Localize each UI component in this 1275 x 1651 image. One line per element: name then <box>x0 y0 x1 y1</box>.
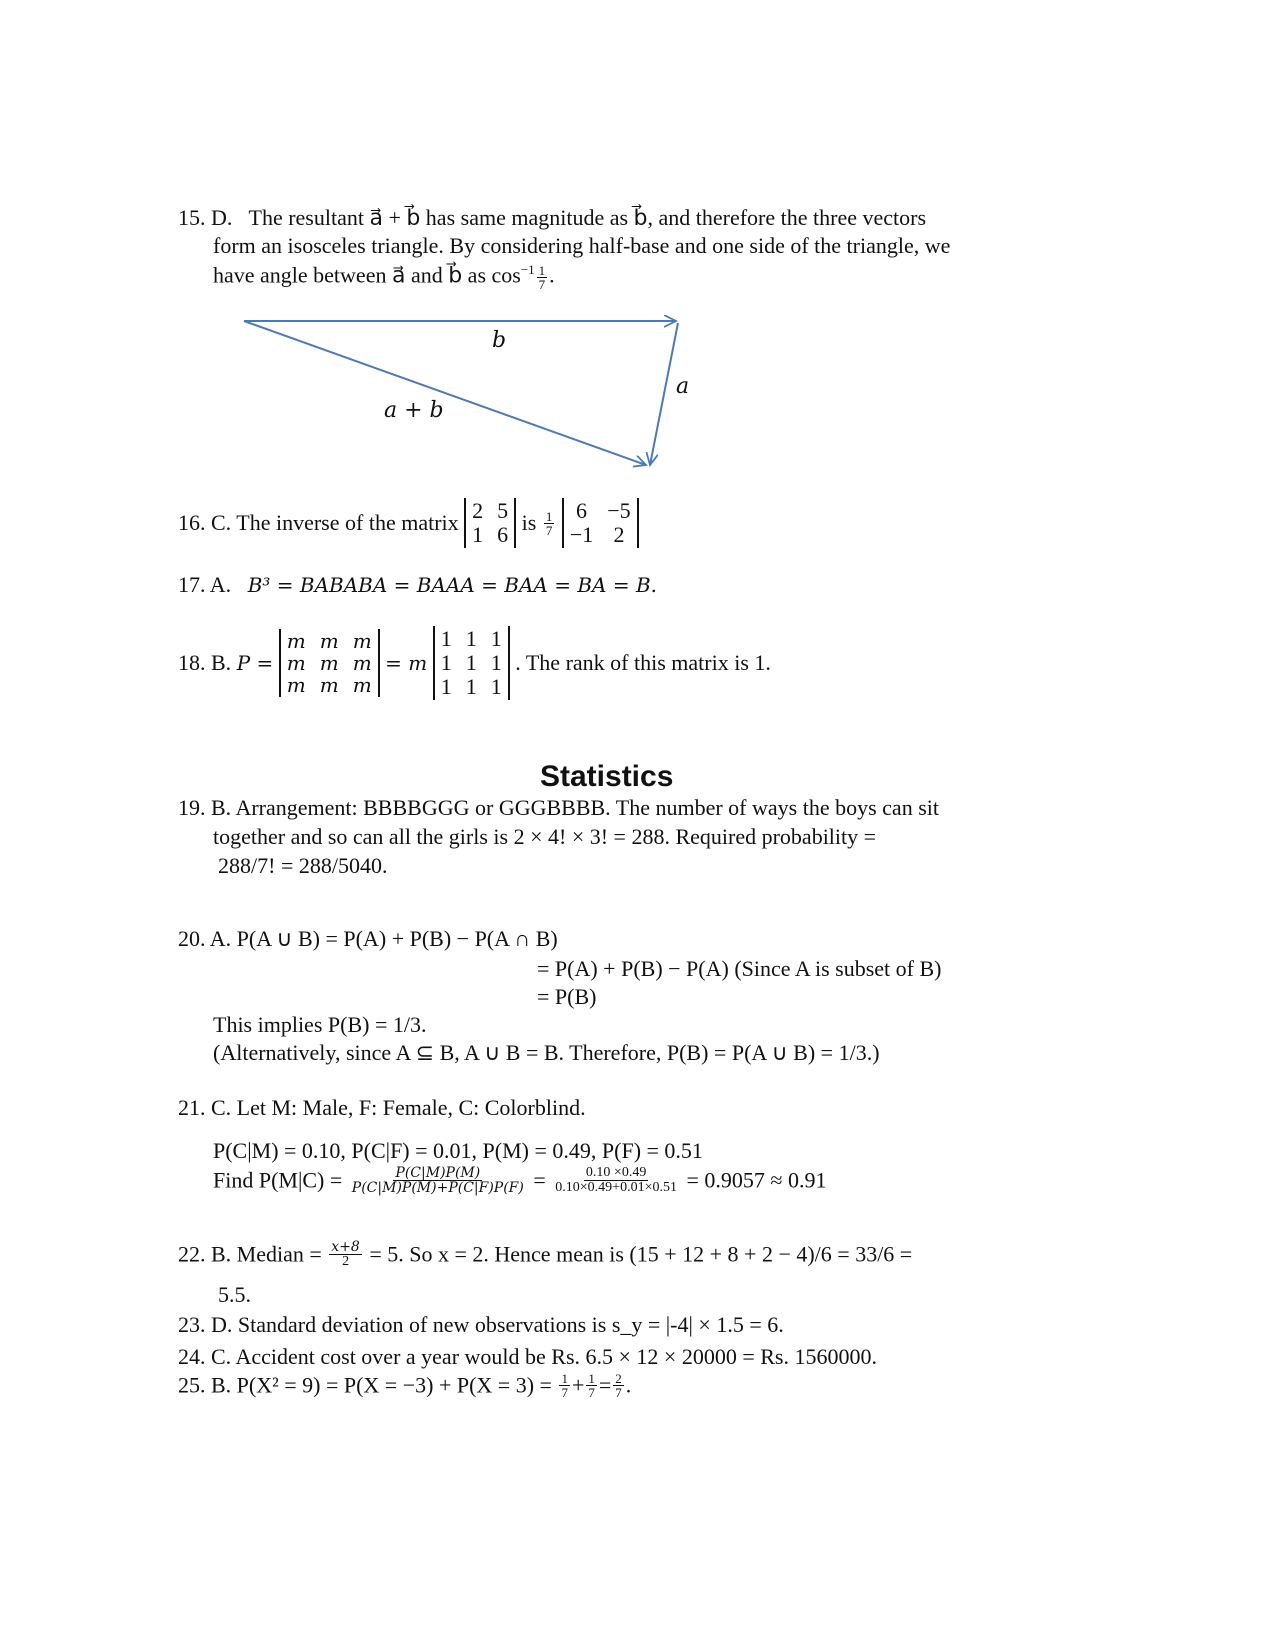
matrix-cell: 1 <box>440 626 452 651</box>
q18-ones-matrix <box>433 626 510 700</box>
q21-frac1-den: P(C|M)P(M)+P(C|F)P(F) <box>351 1180 524 1196</box>
q16-matrix <box>464 498 516 548</box>
q21-frac2-num: 0.10 ×0.49 <box>585 1165 647 1180</box>
q20-line3: = P(B) <box>537 984 597 1009</box>
matrix-cell: m <box>352 629 372 653</box>
matrix-cell: 2 <box>613 522 625 547</box>
q15-label: 15. D. <box>178 205 233 230</box>
q16-frac-den: 7 <box>545 522 553 538</box>
q15-fraction <box>537 264 548 291</box>
q15-frac-num: 1 <box>538 262 546 278</box>
q25-frac1-den: 7 <box>561 1385 568 1400</box>
q21-line2: P(C|M) = 0.10, P(C|F) = 0.01, P(M) = 0.49, P(F) = 0.51 <box>213 1138 703 1163</box>
q20-line5: (Alternatively, since A ⊆ B, A ∪ B = B. Therefore, P(B) = P(A ∪ B) = 1/3.) <box>213 1040 880 1065</box>
q19-line1: 19. B. Arrangement: BBBBGGG or GGGBBBB. The number of ways the boys can sit <box>178 795 939 820</box>
q22-line1 <box>178 1240 912 1269</box>
q25-frac2-den: 7 <box>588 1385 595 1400</box>
q15-line1 <box>178 207 926 229</box>
q25-end: . <box>625 1372 632 1398</box>
matrix-cell: −5 <box>607 498 631 523</box>
q25-frac2-num: 1 <box>588 1371 595 1386</box>
q25-expression: 25. B. P(X² = 9) = P(X = −3) + P(X = 3) = <box>178 1372 552 1398</box>
q21-equals: = <box>533 1167 546 1193</box>
q17-expression: B³ = BABABA = BAAA = BAA = BA = B. <box>247 573 657 597</box>
q16-inverse-matrix <box>562 498 639 548</box>
q25-frac1-num: 1 <box>561 1371 568 1386</box>
q25-frac3-num: 2 <box>615 1371 622 1386</box>
q21-frac2-den: 0.10×0.49+0.01×0.51 <box>555 1180 677 1195</box>
q25-equals: = <box>598 1372 612 1398</box>
q21-line1: 21. C. Let M: Male, F: Female, C: Colorblind. <box>178 1095 586 1120</box>
matrix-cell: 2 <box>472 498 484 523</box>
q18-label: 18. B. <box>178 650 232 675</box>
q20-line1: 20. A. P(A ∪ B) = P(A) + P(B) − P(A ∩ B) <box>178 926 558 951</box>
q21-fraction-numeric <box>553 1166 679 1195</box>
matrix-cell: 1 <box>472 522 484 547</box>
q21-frac1-num: P(C|M)P(M) <box>395 1165 481 1181</box>
matrix-cell: 1 <box>490 626 502 651</box>
matrix-cell: 1 <box>465 650 477 675</box>
label-a: a <box>676 374 690 399</box>
q25-frac3 <box>613 1372 624 1399</box>
matrix-cell: m <box>352 651 372 675</box>
q15-text-line3: have angle between a⃗ and b⃗ as cos <box>213 262 521 288</box>
matrix-cell: m <box>286 629 306 653</box>
q20-line4: This implies P(B) = 1/3. <box>213 1012 427 1037</box>
matrix-cell: 1 <box>440 650 452 675</box>
q25-frac1 <box>559 1372 570 1399</box>
q25-line <box>178 1372 631 1399</box>
matrix-cell: 1 <box>490 650 502 675</box>
q16-is: is <box>521 510 537 535</box>
q15-text-line1: The resultant a⃗ + b⃗ has same magnitude as b⃗, and therefore the three vectors <box>248 205 927 230</box>
q17-line <box>178 574 657 596</box>
q23-line: 23. D. Standard deviation of new observations is s_y = |-4| × 1.5 = 6. <box>178 1312 784 1337</box>
q15-text-line2: form an isosceles triangle. By considering half-base and one side of the triangle, we <box>213 233 951 258</box>
q24-line: 24. C. Accident cost over a year would be Rs. 6.5 × 12 × 20000 = Rs. 1560000. <box>178 1344 877 1369</box>
matrix-cell: −1 <box>569 522 594 547</box>
matrix-cell: 6 <box>576 498 588 523</box>
q17-label: 17. A. <box>178 572 232 597</box>
q22-frac-num: x+8 <box>331 1239 360 1255</box>
q22-frac-den: 2 <box>342 1254 350 1269</box>
q22-label: 22. B. Median = <box>178 1241 322 1267</box>
q15-cos-exponent: −1 <box>520 262 535 277</box>
q19-line3: 288/7! = 288/5040. <box>218 853 388 878</box>
q18-p: P = <box>236 651 274 675</box>
q18-m-matrix <box>279 629 380 697</box>
q19-line2: together and so can all the girls is 2 × 4! × 3! = 288. Required probability = <box>213 824 877 849</box>
q21-fraction-symbolic <box>350 1166 526 1195</box>
q18-line <box>178 626 771 700</box>
matrix-cell: m <box>319 651 339 675</box>
q18-tail: . The rank of this matrix is 1. <box>515 650 771 675</box>
q25-plus: + <box>571 1372 585 1398</box>
q21-find: Find P(M|C) = <box>213 1167 343 1193</box>
q21-find-line <box>213 1166 826 1195</box>
label-a-plus-b: a + b <box>384 398 444 423</box>
matrix-cell: 1 <box>465 674 477 699</box>
q20-line2: = P(A) + P(B) − P(A) (Since A is subset of B) <box>537 956 942 981</box>
matrix-cell: m <box>352 673 372 697</box>
matrix-cell: m <box>286 651 306 675</box>
q22-line2: 5.5. <box>218 1282 251 1307</box>
q15-line3: have angle between a⃗ and b⃗ as $\cos^{-1}$ $\frac{1}{7}$ . <box>213 262 555 292</box>
matrix-cell: 5 <box>497 498 509 523</box>
q15-frac-den: 7 <box>538 276 546 292</box>
q25-frac3-den: 7 <box>615 1385 622 1400</box>
label-b: b <box>492 328 507 353</box>
matrix-cell: m <box>319 629 339 653</box>
vector-triangle-figure <box>230 305 730 475</box>
q18-equals-m: = m <box>385 651 428 675</box>
statistics-heading: Statistics <box>540 760 674 793</box>
matrix-cell: 1 <box>490 674 502 699</box>
q16-text: 16. C. The inverse of the matrix <box>178 510 459 535</box>
matrix-cell: m <box>286 673 306 697</box>
q21-result: = 0.9057 ≈ 0.91 <box>686 1167 827 1193</box>
vector-a-arrow <box>650 323 678 465</box>
q22-fraction <box>329 1240 362 1269</box>
matrix-cell: 1 <box>440 674 452 699</box>
q25-frac2 <box>586 1372 597 1399</box>
q16-frac-num: 1 <box>545 508 553 524</box>
vector-a-plus-b-arrow <box>244 321 646 465</box>
q16-fraction <box>544 510 555 537</box>
q16-line <box>178 498 639 548</box>
matrix-cell: 1 <box>465 626 477 651</box>
q22-rest: = 5. So x = 2. Hence mean is (15 + 12 + 8 + 2 − 4)/6 = 33/6 = <box>369 1241 913 1267</box>
matrix-cell: 6 <box>497 522 509 547</box>
matrix-cell: m <box>319 673 339 697</box>
